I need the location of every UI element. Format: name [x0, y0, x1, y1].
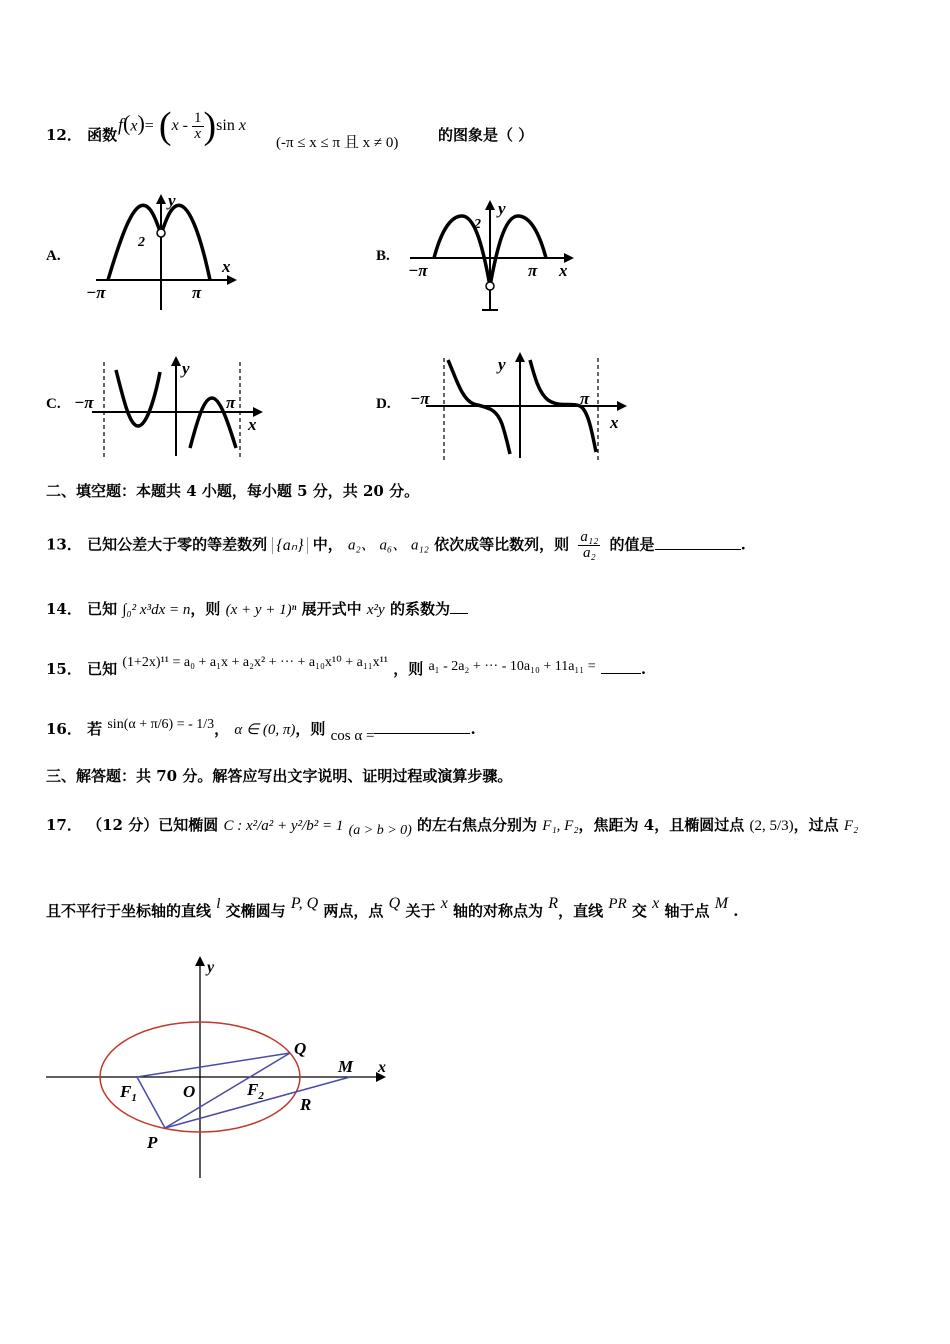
pi-label: π: [580, 389, 590, 408]
q15-text1: 已知: [87, 660, 118, 678]
q15-number: 15．: [46, 660, 82, 678]
q16-number: 16．: [46, 720, 82, 738]
option-a-graph: [82, 188, 242, 316]
q17-pr: PR: [608, 896, 627, 912]
q17-x-1: x: [440, 895, 448, 912]
label-f2: $F_2$: [247, 1080, 264, 1102]
option-d-label: D.: [376, 396, 391, 412]
option-c-graph: [70, 352, 270, 462]
q13-text1: 已知公差大于零的等差数列: [87, 535, 268, 554]
segment-f1-p: [137, 1077, 165, 1128]
q15-text3: .: [640, 660, 647, 678]
q12-prefix: 函数: [87, 126, 118, 144]
x-label: x: [559, 261, 568, 280]
q13-number: 13．: [46, 535, 82, 554]
q14-text3: 展开式中: [301, 600, 362, 618]
q16-answer-blank[interactable]: [374, 733, 470, 734]
open-point: [157, 229, 165, 237]
q17-pq: P, Q: [290, 895, 319, 912]
open-point: [486, 282, 494, 290]
q17-line2-f: ，直线: [558, 902, 604, 920]
q12-line: [46, 124, 117, 145]
label-q: Q: [294, 1039, 307, 1058]
q17-f2: F₂: [843, 818, 859, 834]
q14-text1: 已知: [87, 600, 118, 618]
q17-ellipse-figure: [40, 950, 410, 1190]
q13-frac-num: a₁₂: [580, 529, 599, 545]
option-b-label: B.: [376, 248, 390, 264]
q12-function: f(x)= (x - $\frac{1}{x}$ )sin x: [118, 105, 246, 147]
q12-domain: (-π ≤ x ≤ π 且 x ≠ 0): [276, 135, 399, 151]
y-label: y: [498, 355, 506, 374]
q16-text2: ，: [214, 720, 230, 738]
section-2-heading: 二、填空题：本题共 4 小题，每小题 5 分，共 20 分。: [46, 482, 420, 500]
q12-suffix: 的图象是（ ）: [438, 126, 534, 144]
q16-condition: sin(α + π/6) = - 1/3: [107, 717, 215, 732]
q13-seq: {aₙ}: [272, 537, 307, 554]
q13-text2: 中，: [312, 535, 343, 554]
q17-line2-h: 轴于点: [664, 902, 710, 920]
q13-fraction: [578, 530, 600, 561]
q14-number: 14．: [46, 600, 82, 618]
q17-line2-e: 轴的对称点为: [453, 902, 544, 920]
q15-answer-blank[interactable]: [601, 673, 641, 674]
option-c-label: C.: [46, 396, 61, 412]
q12-func-text: [0, 0, 1, 1]
q14-text4: 的系数为: [389, 600, 450, 618]
q15-text2: ，则: [393, 660, 424, 678]
q17-ellipse: C : x²/a² + y²/b² = 1: [223, 818, 344, 834]
label-x: x: [378, 1059, 386, 1076]
q17-line2-b: 交椭圆与: [225, 902, 286, 920]
option-b-graph: [404, 192, 584, 316]
q17-line2-g: 交: [631, 902, 647, 920]
label-m: M: [338, 1057, 354, 1076]
x-label: x: [248, 415, 257, 434]
q16-ask: cos α =: [330, 728, 375, 744]
q15-expansion: (1+2x)¹¹ = a₀ + a₁x + a₂x² + ··· + a₁₀x¹⁰ + a₁₁x¹¹: [122, 655, 388, 670]
tick-2: 2: [138, 235, 145, 250]
y-label: y: [168, 191, 176, 210]
q16-text3: ，则: [295, 720, 326, 738]
q14-answer-blank[interactable]: [450, 613, 468, 614]
q17-line2-i: .: [733, 902, 739, 920]
q14-expr: (x + y + 1)ⁿ: [225, 602, 297, 618]
pi-label: π: [226, 393, 236, 412]
q16-text1: 若: [87, 720, 103, 738]
q17-text1: 的左右焦点分别为: [417, 816, 538, 834]
tick-2: 2: [474, 217, 481, 232]
q17-text3: ，过点: [793, 816, 839, 834]
q13-frac-den: a₂: [582, 545, 596, 561]
q13-text4: 的值是: [609, 535, 655, 554]
pi-label: π: [192, 283, 202, 302]
x-label: x: [610, 413, 619, 432]
q14-term: x²y: [366, 602, 385, 618]
label-y: y: [207, 959, 215, 976]
option-a-label: A.: [46, 248, 61, 264]
q17-r: R: [548, 895, 559, 912]
q17-text2: ，焦距为 4，且椭圆过点: [578, 816, 745, 834]
q17-cond: (a > b > 0): [348, 823, 412, 838]
section-3-heading: 三、解答题：共 70 分。解答应写出文字说明、证明过程或演算步骤。: [46, 767, 513, 785]
q14-text2: ，则: [190, 600, 221, 618]
q17-x-2: x: [652, 895, 660, 912]
q17-line2-c: 两点，点: [323, 902, 384, 920]
neg-pi-label: −π: [408, 261, 428, 280]
q14-integral: ∫₀² x³dx = n: [122, 602, 191, 618]
y-label: y: [182, 359, 190, 378]
label-o: O: [183, 1082, 196, 1101]
q17-line-2: [46, 895, 739, 921]
q17-foci: F₁, F₂: [542, 818, 579, 834]
q13-terms: a₂、 a₆、 a₁₂: [348, 537, 429, 554]
neg-pi-label: −π: [74, 393, 94, 412]
q17-number: 17．: [46, 816, 82, 834]
q13-answer-blank[interactable]: [655, 549, 741, 550]
label-r: R: [300, 1095, 312, 1114]
q17-score: （12 分）已知椭圆: [87, 816, 219, 834]
label-f1: $F_1$: [120, 1082, 137, 1104]
q17-m: M: [714, 895, 729, 912]
q15-line: [46, 655, 647, 679]
q14-line: [46, 598, 468, 619]
option-d-graph: [404, 348, 634, 464]
q16-range: α ∈ (0, π): [234, 722, 296, 738]
q16-line: [46, 717, 476, 744]
q13-line: 13． 已知公差大于零的等差数列 {aₙ} 中， a₂、 a₆、 a₁₂ 依次成等比数列，则 $\frac{\text{a₁₂}}{\text{a₂}}$ 的值是 .: [46, 529, 746, 561]
neg-pi-label: −π: [86, 283, 106, 302]
q12-number: 12．: [46, 126, 82, 144]
q16-text4: .: [470, 720, 476, 738]
neg-pi-label: −π: [410, 389, 430, 408]
q17-line-1: [46, 814, 859, 838]
q13-text3: 依次成等比数列，则: [434, 535, 570, 554]
q17-point: (2, 5/3): [749, 818, 794, 834]
y-label: y: [498, 199, 506, 218]
q15-expr: a₁ - 2a₂ + ··· - 10a₁₀ + 11a₁₁ =: [428, 659, 596, 674]
q17-line2-a: 且不平行于坐标轴的直线: [46, 902, 212, 920]
q17-q: Q: [388, 895, 401, 912]
label-p: P: [147, 1133, 158, 1152]
q17-l: l: [216, 896, 221, 912]
x-label: x: [222, 257, 231, 276]
q17-line2-d: 关于: [405, 902, 436, 920]
segment-f1-q: [137, 1053, 290, 1077]
pi-label: π: [528, 261, 538, 280]
